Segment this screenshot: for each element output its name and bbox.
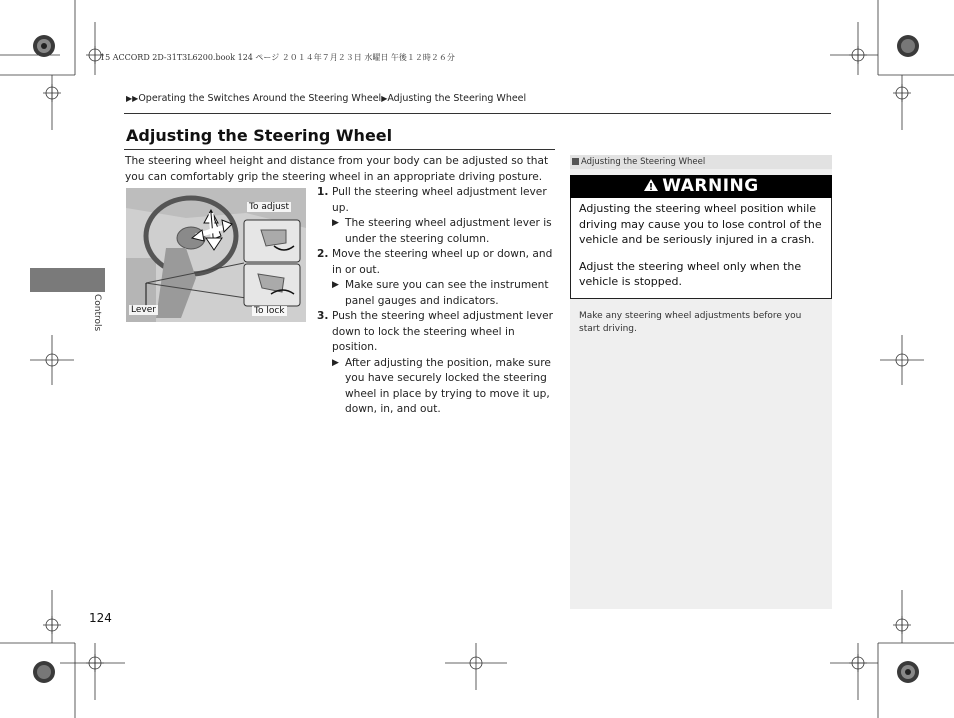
- intro-paragraph: The steering wheel height and distance from your body can be adjusted so that you can comfortably grip the steering wheel in an appropriate driving posture.: [125, 155, 549, 183]
- step-note-text: The steering wheel adjustment lever is under the steering column.: [345, 217, 552, 245]
- top-rule: [124, 113, 831, 114]
- breadcrumb-current: Adjusting the Steering Wheel: [387, 93, 527, 104]
- title-rule: [124, 149, 555, 150]
- warning-title: WARNING: [662, 176, 759, 196]
- breadcrumb-parent-link[interactable]: Operating the Switches Around the Steering Wheel: [138, 93, 382, 104]
- step-number: 1.: [317, 186, 329, 198]
- steering-wheel-figure: [126, 188, 306, 322]
- step-1: [317, 185, 557, 247]
- warning-header: [570, 175, 832, 198]
- step-note: [332, 216, 557, 247]
- step-note: [332, 278, 557, 309]
- sidebar-heading-text: Adjusting the Steering Wheel: [581, 157, 706, 167]
- figure-label-lever: Lever: [131, 305, 156, 315]
- step-number: 3.: [317, 310, 329, 322]
- step-text: Pull the steering wheel adjustment lever up.: [332, 186, 547, 214]
- arrow-right-icon: ▶: [332, 280, 339, 290]
- sidebar-heading: [570, 155, 832, 169]
- breadcrumb: [126, 93, 526, 104]
- step-3: [317, 309, 557, 418]
- step-text: Push the steering wheel adjustment lever down to lock the steering wheel in position.: [332, 310, 554, 353]
- step-note-text: After adjusting the position, make sure you have securely locked the steering wheel in place by trying to move it up, down, in, and out.: [345, 356, 551, 415]
- section-tab-label: Controls: [92, 294, 102, 332]
- step-number: 2.: [317, 248, 329, 260]
- section-tab: [30, 268, 105, 292]
- steps-list: [317, 185, 557, 418]
- figure-label-to-lock: To lock: [254, 306, 285, 316]
- step-note-text: Make sure you can see the instrument panel gauges and indicators.: [345, 279, 549, 307]
- breadcrumb-separator: ▶: [381, 94, 388, 103]
- step-text: Move the steering wheel up or down, and in or out.: [332, 248, 553, 276]
- page-title: Adjusting the Steering Wheel: [126, 126, 393, 145]
- step-2: [317, 247, 557, 309]
- sidebar-note: Make any steering wheel adjustments before you start driving.: [579, 311, 802, 334]
- print-header: 15 ACCORD 2D-31T3L6200.book 124 ページ ２０１４年７月２３日 水曜日 午後１２時２６分: [100, 53, 455, 62]
- page-number: 124: [89, 611, 112, 625]
- figure-label-to-adjust: To adjust: [249, 202, 289, 212]
- breadcrumb-arrows: ▶▶: [126, 94, 139, 103]
- arrow-right-icon: ▶: [332, 357, 339, 368]
- warning-body: [579, 201, 825, 301]
- warning-triangle-icon: [643, 178, 659, 192]
- step-note: [332, 356, 557, 418]
- warning-paragraph-2: Adjust the steering wheel only when the vehicle is stopped.: [579, 259, 802, 288]
- arrow-right-icon: ▶: [332, 218, 339, 228]
- reference-square-icon: [572, 158, 579, 165]
- warning-paragraph-1: Adjusting the steering wheel position while driving may cause you to lose control of the vehicle and be seriously injured in a crash.: [579, 202, 822, 246]
